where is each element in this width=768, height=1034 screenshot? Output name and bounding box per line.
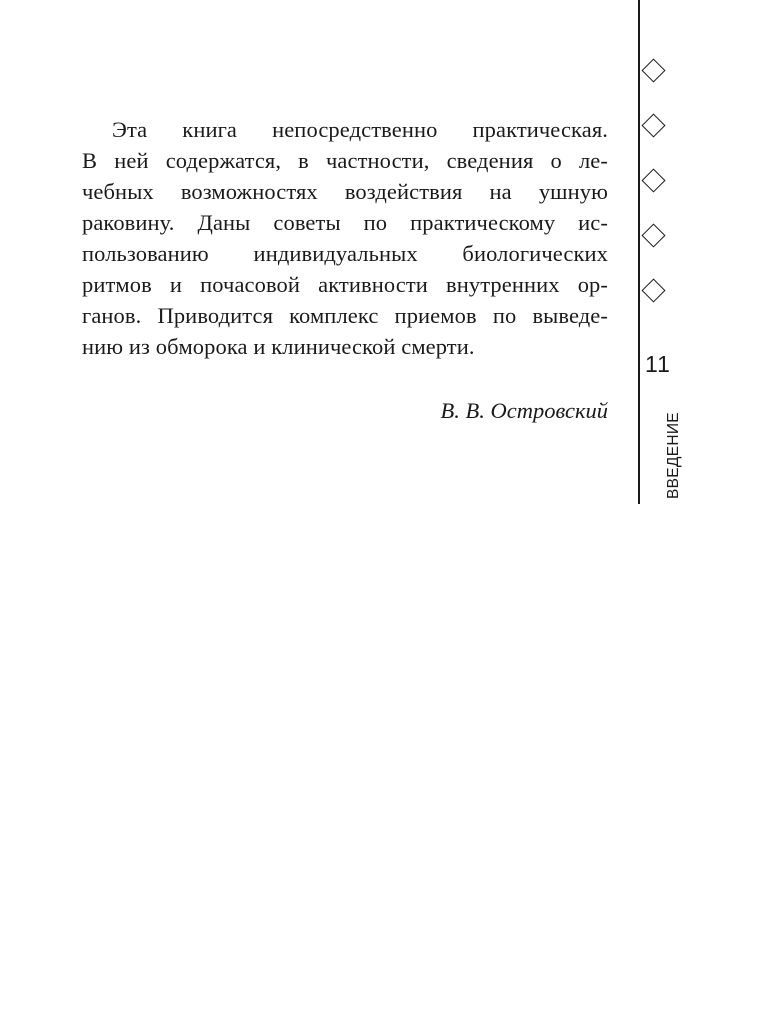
- diamond-icon: [641, 278, 665, 302]
- body-paragraph: [82, 114, 608, 362]
- diamond-icon: [641, 58, 665, 82]
- page-number: 11: [645, 351, 671, 377]
- text-line: Эта книга непосредственно практическая.: [112, 117, 608, 142]
- running-head-section: ВВЕДЕНИЕ: [665, 412, 682, 499]
- text-line: пользованию индивидуальных биологических: [82, 241, 608, 266]
- text-line: ганов. Приводится комплекс приемов по выведе-: [82, 303, 608, 328]
- author-signature: В. В. Островский: [440, 398, 608, 423]
- margin-divider: [638, 0, 640, 504]
- diamond-icon: [641, 223, 665, 247]
- diamond-icon: [641, 168, 665, 192]
- diamond-icon: [641, 113, 665, 137]
- text-line: В ней содержатся, в частности, сведения о ле-: [82, 148, 608, 173]
- text-line: нию из обморока и клинической смерти.: [82, 334, 475, 359]
- text-line: ритмов и почасовой активности внутренних ор-: [82, 272, 608, 297]
- text-line: чебных возможностях воздействия на ушную: [82, 179, 608, 204]
- text-line: раковину. Даны советы по практическому ис-: [82, 210, 608, 235]
- margin-ornaments: [642, 62, 668, 337]
